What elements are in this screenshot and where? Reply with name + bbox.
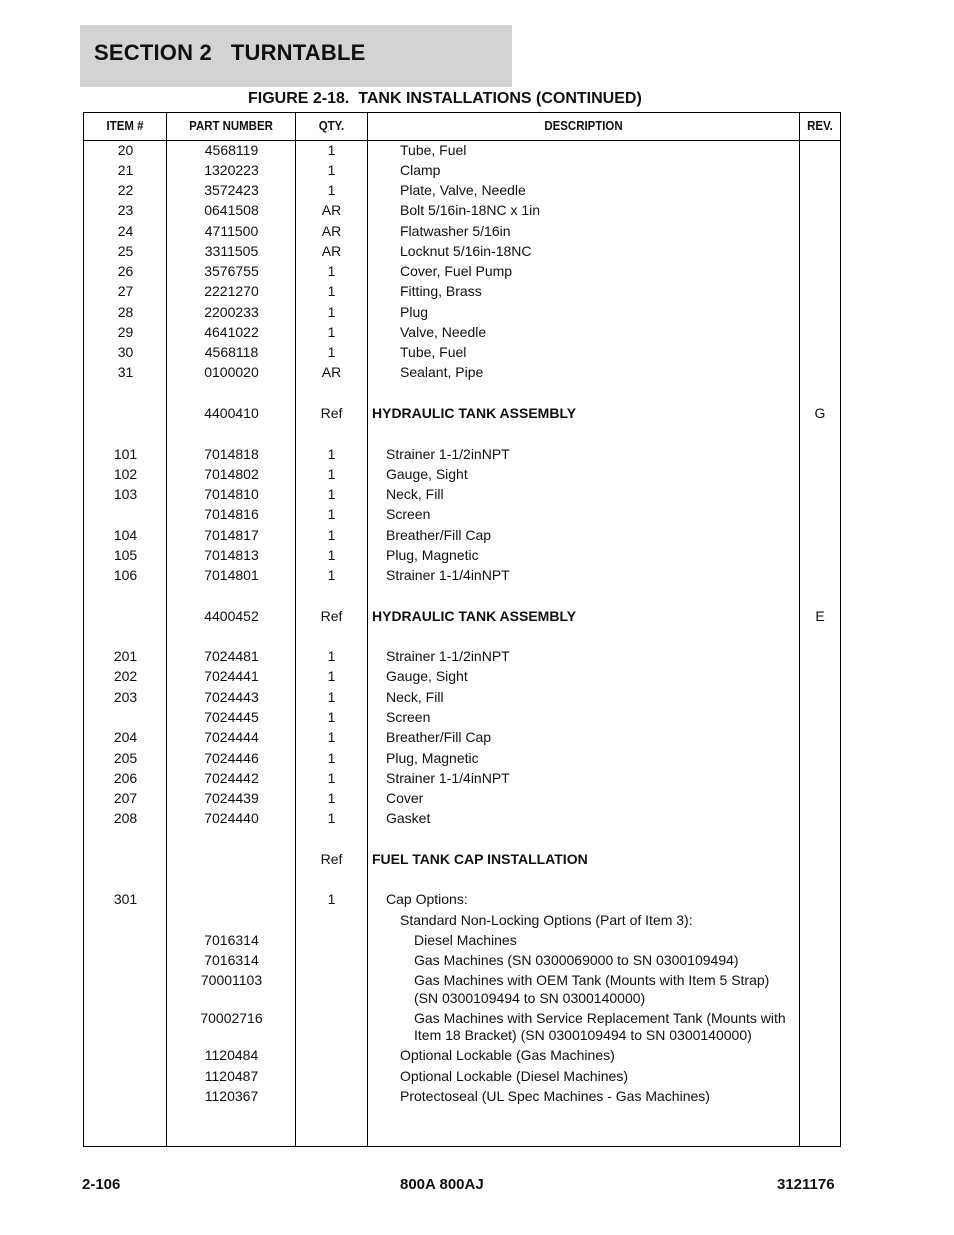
header-rev: REV. bbox=[807, 118, 833, 133]
part-number-cell: 1120367 bbox=[204, 1088, 259, 1104]
qty-cell: 1 bbox=[327, 304, 336, 320]
table-row bbox=[84, 971, 840, 991]
item-cell: 205 bbox=[113, 750, 138, 766]
part-number-cell: 7024445 bbox=[204, 709, 259, 725]
item-cell: 21 bbox=[117, 162, 134, 178]
description-cell: Screen bbox=[386, 506, 431, 522]
qty-cell: AR bbox=[321, 202, 342, 218]
part-number-cell: 7016314 bbox=[204, 952, 259, 968]
description-cell: Optional Lockable (Gas Machines) bbox=[400, 1047, 615, 1063]
description-cell: Strainer 1-1/2inNPT bbox=[386, 446, 510, 462]
qty-cell: 1 bbox=[327, 283, 336, 299]
item-cell: 27 bbox=[117, 283, 134, 299]
table-row bbox=[84, 951, 840, 971]
part-number-cell: 7014817 bbox=[204, 527, 259, 543]
table-row bbox=[84, 667, 840, 687]
description-cell: Item 18 Bracket) (SN 0300109494 to SN 0300140000) bbox=[414, 1027, 752, 1043]
description-cell: Gas Machines with Service Replacement Tank (Mounts with bbox=[414, 1010, 786, 1026]
qty-cell: 1 bbox=[327, 891, 336, 907]
table-row bbox=[84, 566, 840, 586]
qty-cell: 1 bbox=[327, 527, 336, 543]
table-row bbox=[84, 343, 840, 363]
qty-cell: 1 bbox=[327, 263, 336, 279]
part-number-cell: 7014802 bbox=[204, 466, 259, 482]
description-cell: Tube, Fuel bbox=[400, 344, 467, 360]
qty-cell: 1 bbox=[327, 466, 336, 482]
table-row bbox=[84, 262, 840, 282]
table-row bbox=[84, 688, 840, 708]
item-cell: 102 bbox=[113, 466, 138, 482]
table-row bbox=[84, 607, 840, 627]
item-cell: 206 bbox=[113, 770, 138, 786]
part-number-cell: 7014816 bbox=[204, 506, 259, 522]
part-number-cell: 4711500 bbox=[204, 223, 259, 239]
description-cell: Neck, Fill bbox=[386, 486, 444, 502]
part-number-cell: 7024440 bbox=[204, 810, 259, 826]
item-cell: 202 bbox=[113, 668, 138, 684]
table-row bbox=[84, 931, 840, 951]
description-cell: Locknut 5/16in-18NC bbox=[400, 243, 532, 259]
part-number-cell: 4568119 bbox=[204, 142, 259, 158]
header-description: DESCRIPTION bbox=[544, 118, 623, 133]
item-cell: 20 bbox=[117, 142, 134, 158]
description-cell: HYDRAULIC TANK ASSEMBLY bbox=[372, 405, 577, 421]
item-cell: 301 bbox=[113, 891, 138, 907]
item-cell: 103 bbox=[113, 486, 138, 502]
description-cell: Fitting, Brass bbox=[400, 283, 482, 299]
table-row bbox=[84, 404, 840, 424]
qty-cell: Ref bbox=[320, 608, 343, 624]
header-qty: QTY. bbox=[318, 118, 345, 133]
model-name: 800A 800AJ bbox=[400, 1176, 484, 1193]
qty-cell: 1 bbox=[327, 689, 336, 705]
item-cell: 101 bbox=[113, 446, 138, 462]
item-cell: 106 bbox=[113, 567, 138, 583]
part-number-cell: 70001103 bbox=[200, 972, 263, 988]
table-row bbox=[84, 850, 840, 870]
qty-cell: 1 bbox=[327, 506, 336, 522]
table-row bbox=[84, 303, 840, 323]
description-cell: Plug, Magnetic bbox=[386, 750, 479, 766]
description-cell: Cap Options: bbox=[386, 891, 468, 907]
part-number-cell: 4400452 bbox=[204, 608, 259, 624]
description-cell: Plug, Magnetic bbox=[386, 547, 479, 563]
table-row bbox=[84, 282, 840, 302]
description-cell: Clamp bbox=[400, 162, 441, 178]
table-row bbox=[84, 242, 840, 262]
qty-cell: 1 bbox=[327, 324, 336, 340]
table-row bbox=[84, 890, 840, 910]
description-cell: Protectoseal (UL Spec Machines - Gas Machines) bbox=[400, 1088, 710, 1104]
table-row bbox=[84, 222, 840, 242]
description-cell: Strainer 1-1/2inNPT bbox=[386, 648, 510, 664]
table-row bbox=[84, 708, 840, 728]
table-row bbox=[84, 445, 840, 465]
part-number-cell: 0641508 bbox=[204, 202, 259, 218]
part-number-cell: 1320223 bbox=[204, 162, 259, 178]
description-cell: Strainer 1-1/4inNPT bbox=[386, 770, 510, 786]
description-cell: Bolt 5/16in-18NC x 1in bbox=[400, 202, 541, 218]
table-row bbox=[84, 769, 840, 789]
part-number-cell: 2221270 bbox=[204, 283, 259, 299]
part-number-cell: 4568118 bbox=[204, 344, 259, 360]
part-number-cell: 7024481 bbox=[204, 648, 259, 664]
part-number-cell: 2200233 bbox=[204, 304, 259, 320]
item-cell: 22 bbox=[117, 182, 134, 198]
header-item: ITEM # bbox=[106, 118, 144, 133]
figure-title: FIGURE 2-18. TANK INSTALLATIONS (CONTINUED) bbox=[248, 90, 642, 107]
qty-cell: 1 bbox=[327, 668, 336, 684]
item-cell: 208 bbox=[113, 810, 138, 826]
part-number-cell: 7014818 bbox=[204, 446, 259, 462]
item-cell: 24 bbox=[117, 223, 134, 239]
part-number-cell: 7014810 bbox=[204, 486, 259, 502]
description-cell: Strainer 1-1/4inNPT bbox=[386, 567, 510, 583]
table-row bbox=[84, 505, 840, 525]
table-row bbox=[84, 1087, 840, 1107]
qty-cell: 1 bbox=[327, 182, 336, 198]
page-number: 2-106 bbox=[82, 1176, 121, 1193]
table-row bbox=[84, 546, 840, 566]
part-number-cell: 3576755 bbox=[204, 263, 259, 279]
description-cell: (SN 0300109494 to SN 0300140000) bbox=[414, 990, 646, 1006]
item-cell: 203 bbox=[113, 689, 138, 705]
table-row bbox=[84, 789, 840, 809]
table-row bbox=[84, 161, 840, 181]
qty-cell: 1 bbox=[327, 790, 336, 806]
item-cell: 30 bbox=[117, 344, 134, 360]
description-cell: Tube, Fuel bbox=[400, 142, 467, 158]
item-cell: 31 bbox=[117, 364, 134, 380]
description-cell: Gas Machines (SN 0300069000 to SN 0300109494) bbox=[414, 952, 739, 968]
table-row bbox=[84, 1067, 840, 1087]
description-cell: Screen bbox=[386, 709, 431, 725]
part-number-cell: 7024441 bbox=[204, 668, 259, 684]
item-cell: 28 bbox=[117, 304, 134, 320]
table-row bbox=[84, 323, 840, 343]
description-cell: Gasket bbox=[386, 810, 431, 826]
qty-cell: AR bbox=[321, 364, 342, 380]
qty-cell: 1 bbox=[327, 547, 336, 563]
description-cell: Cover bbox=[386, 790, 424, 806]
description-cell: Cover, Fuel Pump bbox=[400, 263, 513, 279]
part-number-cell: 7024442 bbox=[204, 770, 259, 786]
qty-cell: 1 bbox=[327, 810, 336, 826]
description-cell: Optional Lockable (Diesel Machines) bbox=[400, 1068, 628, 1084]
qty-cell: 1 bbox=[327, 729, 336, 745]
part-number-cell: 1120487 bbox=[204, 1068, 259, 1084]
table-row bbox=[84, 363, 840, 383]
part-number-cell: 7024439 bbox=[204, 790, 259, 806]
rev-cell: E bbox=[815, 608, 825, 624]
header-part-number: PART NUMBER bbox=[189, 118, 273, 133]
item-cell: 104 bbox=[113, 527, 138, 543]
description-cell: Standard Non-Locking Options (Part of Item 3): bbox=[400, 912, 693, 928]
qty-cell: 1 bbox=[327, 486, 336, 502]
description-cell: Breather/Fill Cap bbox=[386, 527, 492, 543]
description-cell: Gauge, Sight bbox=[386, 668, 468, 684]
description-cell: Breather/Fill Cap bbox=[386, 729, 492, 745]
table-row bbox=[84, 1026, 840, 1046]
item-cell: 25 bbox=[117, 243, 134, 259]
part-number-cell: 7014801 bbox=[204, 567, 259, 583]
qty-cell: AR bbox=[321, 243, 342, 259]
part-number-cell: 3572423 bbox=[204, 182, 259, 198]
part-number-cell: 4641022 bbox=[204, 324, 259, 340]
document-number: 3121176 bbox=[777, 1176, 835, 1193]
table-row bbox=[84, 181, 840, 201]
qty-cell: 1 bbox=[327, 142, 336, 158]
part-number-cell: 4400410 bbox=[204, 405, 259, 421]
description-cell: FUEL TANK CAP INSTALLATION bbox=[372, 851, 588, 867]
table-row bbox=[84, 647, 840, 667]
table-row bbox=[84, 911, 840, 931]
part-number-cell: 7016314 bbox=[204, 932, 259, 948]
description-cell: Neck, Fill bbox=[386, 689, 444, 705]
description-cell: Sealant, Pipe bbox=[400, 364, 484, 380]
part-number-cell: 7024444 bbox=[204, 729, 259, 745]
item-cell: 23 bbox=[117, 202, 134, 218]
part-number-cell: 1120484 bbox=[204, 1047, 259, 1063]
description-cell: Plug bbox=[400, 304, 429, 320]
item-cell: 105 bbox=[113, 547, 138, 563]
table-row bbox=[84, 526, 840, 546]
qty-cell: AR bbox=[321, 223, 342, 239]
part-number-cell: 70002716 bbox=[200, 1010, 263, 1026]
qty-cell: Ref bbox=[320, 851, 343, 867]
description-cell: Flatwasher 5/16in bbox=[400, 223, 511, 239]
description-cell: Diesel Machines bbox=[414, 932, 517, 948]
description-cell: Gauge, Sight bbox=[386, 466, 468, 482]
part-number-cell: 3311505 bbox=[204, 243, 259, 259]
item-cell: 204 bbox=[113, 729, 138, 745]
parts-table bbox=[83, 112, 841, 1147]
table-row bbox=[84, 728, 840, 748]
item-cell: 29 bbox=[117, 324, 134, 340]
item-cell: 207 bbox=[113, 790, 138, 806]
table-row bbox=[84, 809, 840, 829]
description-cell: Plate, Valve, Needle bbox=[400, 182, 526, 198]
description-cell: HYDRAULIC TANK ASSEMBLY bbox=[372, 608, 577, 624]
qty-cell: 1 bbox=[327, 446, 336, 462]
qty-cell: 1 bbox=[327, 709, 336, 725]
description-cell: Gas Machines with OEM Tank (Mounts with Item 5 Strap) bbox=[414, 972, 770, 988]
table-row bbox=[84, 141, 840, 161]
table-row bbox=[84, 485, 840, 505]
qty-cell: 1 bbox=[327, 648, 336, 664]
qty-cell: 1 bbox=[327, 567, 336, 583]
table-row bbox=[84, 1046, 840, 1066]
part-number-cell: 0100020 bbox=[204, 364, 259, 380]
rev-cell: G bbox=[814, 405, 826, 421]
description-cell: Valve, Needle bbox=[400, 324, 487, 340]
table-row bbox=[84, 465, 840, 485]
part-number-cell: 7024446 bbox=[204, 750, 259, 766]
part-number-cell: 7024443 bbox=[204, 689, 259, 705]
section-title: SECTION 2 TURNTABLE bbox=[94, 40, 366, 65]
qty-cell: Ref bbox=[320, 405, 343, 421]
section-header bbox=[80, 25, 512, 87]
item-cell: 201 bbox=[113, 648, 138, 664]
qty-cell: 1 bbox=[327, 770, 336, 786]
table-row bbox=[84, 989, 840, 1009]
table-row bbox=[84, 749, 840, 769]
qty-cell: 1 bbox=[327, 344, 336, 360]
item-cell: 26 bbox=[117, 263, 134, 279]
table-row bbox=[84, 201, 840, 221]
part-number-cell: 7014813 bbox=[204, 547, 259, 563]
qty-cell: 1 bbox=[327, 750, 336, 766]
qty-cell: 1 bbox=[327, 162, 336, 178]
